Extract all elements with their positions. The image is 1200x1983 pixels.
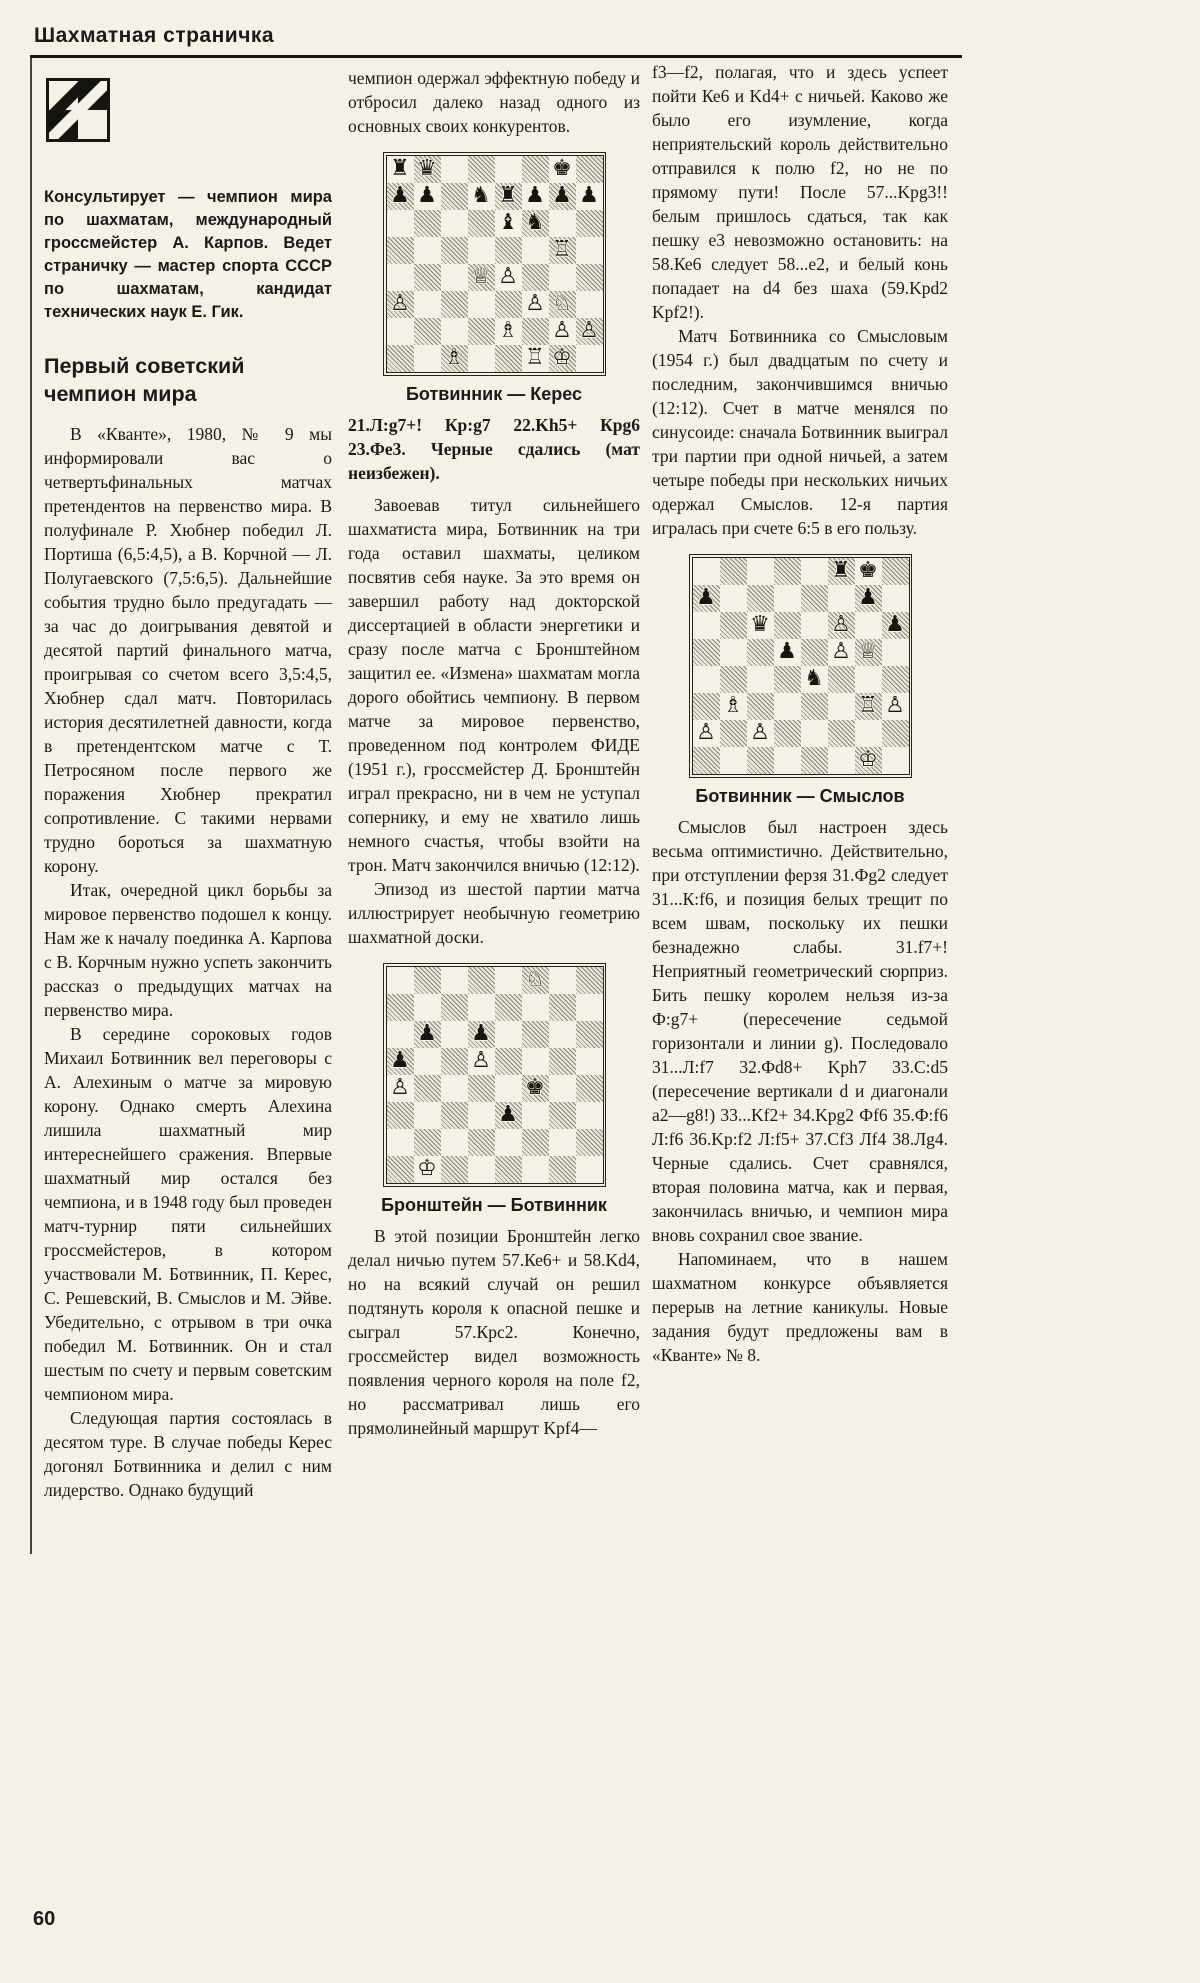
board-square (522, 1048, 549, 1075)
middle-column (348, 66, 640, 1440)
board-square (747, 612, 774, 639)
board-square (774, 612, 801, 639)
board-square (495, 994, 522, 1021)
board-square (387, 264, 414, 291)
game-title-botvinnik-keres: Ботвинник — Керес (405, 384, 583, 404)
chess-piece: ♕ (858, 639, 878, 664)
board-square (414, 318, 441, 345)
chess-piece: ♖ (552, 237, 572, 262)
left-edge-rule (30, 58, 32, 1554)
chess-piece: ♙ (525, 291, 545, 316)
board-square (576, 318, 603, 345)
paragraph-continuation: чемпион одержал эффектную победу и отбросил далеко назад одного из основных своих конкурентов. (348, 68, 640, 136)
chess-piece: ♙ (390, 1075, 410, 1100)
chess-piece: ♚ (858, 558, 878, 583)
board-square (882, 747, 909, 774)
page-number: 60 (33, 1908, 56, 1930)
board-square (549, 1021, 576, 1048)
board-square (441, 1048, 468, 1075)
board-square (468, 994, 495, 1021)
paragraph: Завоевав титул сильнейшего шахматиста мира, Ботвинник на три года оставил шахматы, целиком посвятив себя науке. За это время он завершил работу над докторской диссертацией в области энергетики и сразу после матча с Бронштейном защитил ее. «Измена» шахматам могла дорого обойтись чемпиону. В первом матче за мировое первенство, проведенном под контролем ФИДЕ (1951 г.), гроссмейстер Д. Бронштейн играл прекрасно, ни в чем не уступал сопернику, и ему не хватило лишь немного счастья, чтобы взойти на трон. Матч закончился вничью (12:12). (348, 495, 640, 875)
board-square (441, 1021, 468, 1048)
board-square (468, 1075, 495, 1102)
chess-piece: ♟ (885, 612, 905, 637)
chess-piece: ♟ (696, 585, 716, 610)
board-square (549, 264, 576, 291)
board-square (549, 1048, 576, 1075)
board-square (882, 693, 909, 720)
board-square (441, 345, 468, 372)
board-square (468, 1156, 495, 1183)
board-square (576, 994, 603, 1021)
board-square (414, 1048, 441, 1075)
board-square (495, 210, 522, 237)
chess-column-logo (46, 78, 110, 142)
board-square (693, 585, 720, 612)
header-rule (30, 55, 962, 58)
chess-piece: ♛ (750, 612, 770, 637)
board-square (522, 1102, 549, 1129)
paragraph: Напоминаем, что в нашем шахматном конкурсе объявляется перерыв на летние каникулы. Новые задания будут предложены вам в «Кванте» № 8. (652, 1249, 948, 1365)
board-square (720, 639, 747, 666)
board-square (387, 967, 414, 994)
board-square (522, 291, 549, 318)
board-square (549, 967, 576, 994)
board-square (801, 585, 828, 612)
chess-piece: ♙ (498, 264, 518, 289)
chess-piece: ♗ (444, 345, 464, 370)
chess-piece: ♟ (552, 183, 572, 208)
board-square (495, 1102, 522, 1129)
chess-piece: ♟ (390, 183, 410, 208)
paragraph: Эпизод из шестой партии матча иллюстрирует необычную геометрию шахматной доски. (348, 879, 640, 947)
board-square (855, 612, 882, 639)
board-square (720, 666, 747, 693)
board-square (414, 237, 441, 264)
game-title-bronstein-botvinnik: Бронштейн — Ботвинник (381, 1195, 607, 1215)
board-square (720, 720, 747, 747)
board-square (441, 210, 468, 237)
chess-piece: ♟ (417, 183, 437, 208)
board-square (441, 967, 468, 994)
board-square (828, 747, 855, 774)
board-square (522, 1156, 549, 1183)
board-square (414, 1075, 441, 1102)
board-square (774, 666, 801, 693)
board-square (801, 558, 828, 585)
board-square (855, 639, 882, 666)
board-square (747, 639, 774, 666)
board-square (774, 585, 801, 612)
board-square (855, 585, 882, 612)
chess-piece: ♟ (390, 1048, 410, 1073)
board-square (441, 1102, 468, 1129)
board-square (693, 558, 720, 585)
board-square (828, 639, 855, 666)
board-square (549, 156, 576, 183)
chess-piece: ♙ (750, 720, 770, 745)
board-square (414, 183, 441, 210)
board-square (576, 1156, 603, 1183)
board-square (693, 693, 720, 720)
board-square (441, 1156, 468, 1183)
board-square (522, 264, 549, 291)
board-square (882, 666, 909, 693)
board-square (747, 558, 774, 585)
chess-piece: ♙ (885, 693, 905, 718)
board-square (549, 1156, 576, 1183)
board-square (441, 1129, 468, 1156)
chess-piece: ♙ (831, 612, 851, 637)
board-square (720, 585, 747, 612)
board-square (522, 156, 549, 183)
chess-piece: ♞ (471, 183, 491, 208)
board-square (468, 210, 495, 237)
chess-piece: ♟ (858, 585, 878, 610)
board-square (576, 264, 603, 291)
board-square (576, 237, 603, 264)
board-square (801, 693, 828, 720)
board-square (387, 183, 414, 210)
board-square (720, 558, 747, 585)
board-square (468, 1021, 495, 1048)
board-square (828, 585, 855, 612)
left-column (44, 64, 332, 1502)
board-square (882, 639, 909, 666)
board-square (495, 1129, 522, 1156)
board-square (495, 1048, 522, 1075)
chess-piece: ♗ (498, 318, 518, 343)
board-square (387, 291, 414, 318)
board-square (774, 558, 801, 585)
board-square (387, 1021, 414, 1048)
chess-piece: ♖ (525, 345, 545, 370)
board-square (387, 994, 414, 1021)
board-square (747, 693, 774, 720)
board-square (549, 183, 576, 210)
board-square (774, 693, 801, 720)
board-square (495, 264, 522, 291)
chess-board (692, 557, 910, 775)
board-square (522, 1021, 549, 1048)
board-square (576, 1021, 603, 1048)
board-square (774, 720, 801, 747)
board-square (441, 994, 468, 1021)
board-square (693, 612, 720, 639)
board-square (468, 1048, 495, 1075)
chess-piece: ♜ (390, 156, 410, 181)
board-square (495, 291, 522, 318)
board-square (576, 1048, 603, 1075)
paragraph: Следующая партия состоялась в десятом туре. В случае победы Керес догонял Ботвинника и делил с ним лидерство. Однако будущий (44, 1408, 332, 1500)
board-square (468, 1102, 495, 1129)
paragraph: В этой позиции Бронштейн легко делал ничью путем 57.Ке6+ и 58.Kd4, но на всякий случай он решил подтянуть короля к опасной пешке и сыграл 57.Крс2. Конечно, гроссмейстер видел возможность появления черного короля на поле f2, но рассматривал лишь его прямолинейный маршрут Kpf4— (348, 1226, 640, 1438)
chess-piece: ♛ (417, 156, 437, 181)
game-moves: 21.Л:g7+! Кр:g7 22.Kh5+ Кpg6 23.Фе3. Черные сдались (мат неизбежен). (348, 415, 640, 483)
board-square (414, 156, 441, 183)
paragraph-continuation: f3—f2, полагая, что и здесь успеет пойти Ке6 и Kd4+ с ничьей. Каково же было его изумление, когда неприятельский король действительно отправился к полю f2, но не по прямому пути! После 57...Kpg3!! белым пришлось сдаться, так как пешку е3 невозможно остановить: на 58.Ке6 следует 58...е2, и белый конь попадает на d4 без шаха (59.Kpd2 Kpf2!). (652, 62, 948, 322)
board-square (414, 994, 441, 1021)
board-square (522, 183, 549, 210)
board-square (576, 345, 603, 372)
board-square (495, 237, 522, 264)
board-square (828, 558, 855, 585)
board-square (720, 693, 747, 720)
board-square (495, 183, 522, 210)
board-square (441, 237, 468, 264)
chess-piece: ♙ (471, 1048, 491, 1073)
chess-piece: ♞ (525, 210, 545, 235)
chess-piece: ♔ (552, 345, 572, 370)
board-square (522, 237, 549, 264)
board-square (576, 183, 603, 210)
board-square (468, 967, 495, 994)
board-square (468, 156, 495, 183)
board-square (549, 291, 576, 318)
board-square (774, 747, 801, 774)
paragraph: Матч Ботвинника со Смысловым (1954 г.) был двадцатым по счету и последним, закончившимся вничью (12:12). Счет в матче менялся по синусоиде: сначала Ботвинник выиграл три партии при одной ничьей, а затем четыре победы при нескольких ничьих одержал Смыслов. 12-я партия игралась при счете 6:5 в его пользу. (652, 326, 948, 538)
chess-piece: ♗ (723, 693, 743, 718)
board-square (747, 585, 774, 612)
paragraph: Итак, очередной цикл борьбы за мировое первенство подошел к концу. Нам же к началу поединка А. Карпова с В. Корчным нужно успеть закончить рассказ о предыдущих матчах на первенство мира. (44, 880, 332, 1020)
board-square (855, 666, 882, 693)
board-square (855, 693, 882, 720)
board-square (414, 1156, 441, 1183)
paragraph: В «Кванте», 1980, № 9 мы информировали вас о четвертьфинальных матчах претендентов на первенство мира. В полуфинале Р. Хюбнер победил Л. Портиша (6,5:4,5), а В. Корчной — Л. Полугаевского (7,5:6,5). Дальнейшие события трудно было предугадать — за час до доигрывания девятой и десятой партий финального матча, проигрывая со счетом всего 3,5:4,5, Хюбнер сдал матч. Повторилась история десятилетней давности, когда в претендентском матче с Т. Петросяном после первого же поражения Хюбнер прекратил сопротивление. С такими нервами трудно бороться за шахматную корону. (44, 424, 332, 876)
board-square (576, 156, 603, 183)
chess-diagram-botvinnik-keres (383, 152, 606, 376)
board-square (828, 666, 855, 693)
chess-piece: ♟ (579, 183, 599, 208)
board-square (468, 318, 495, 345)
board-square (747, 720, 774, 747)
chess-piece: ♘ (525, 967, 545, 992)
board-square (414, 264, 441, 291)
board-square (441, 156, 468, 183)
board-square (549, 237, 576, 264)
board-square (549, 318, 576, 345)
board-square (855, 747, 882, 774)
board-square (522, 994, 549, 1021)
chess-piece: ♚ (552, 156, 572, 181)
board-square (468, 183, 495, 210)
chess-piece: ♟ (498, 1102, 518, 1127)
chess-piece: ♟ (417, 1021, 437, 1046)
chess-piece: ♙ (552, 318, 572, 343)
board-square (387, 1075, 414, 1102)
chess-board (386, 966, 604, 1184)
chess-piece: ♜ (831, 558, 851, 583)
board-square (414, 1021, 441, 1048)
chess-piece: ♙ (579, 318, 599, 343)
board-square (549, 1129, 576, 1156)
board-square (828, 720, 855, 747)
board-square (801, 612, 828, 639)
board-square (441, 183, 468, 210)
board-square (549, 345, 576, 372)
chess-piece: ♟ (471, 1021, 491, 1046)
board-square (828, 612, 855, 639)
board-square (495, 1075, 522, 1102)
board-square (495, 345, 522, 372)
board-square (855, 720, 882, 747)
board-square (549, 210, 576, 237)
board-square (576, 210, 603, 237)
board-square (522, 1129, 549, 1156)
board-square (693, 639, 720, 666)
board-square (387, 1129, 414, 1156)
board-square (720, 747, 747, 774)
board-square (882, 558, 909, 585)
board-square (387, 210, 414, 237)
chess-piece: ♟ (525, 183, 545, 208)
board-square (522, 210, 549, 237)
board-square (576, 1075, 603, 1102)
board-square (495, 156, 522, 183)
board-square (549, 994, 576, 1021)
board-square (801, 747, 828, 774)
board-square (441, 318, 468, 345)
chess-piece: ♔ (858, 747, 878, 772)
chess-piece: ♟ (777, 639, 797, 664)
chess-piece: ♕ (471, 264, 491, 289)
board-square (387, 318, 414, 345)
board-square (801, 639, 828, 666)
board-square (468, 237, 495, 264)
board-square (414, 210, 441, 237)
board-square (747, 666, 774, 693)
column-header-title: Шахматная страничка (34, 24, 275, 47)
board-square (801, 666, 828, 693)
chess-piece: ♞ (804, 666, 824, 691)
chess-diagram-bronstein-botvinnik (383, 963, 606, 1187)
board-square (414, 1102, 441, 1129)
board-square (576, 1102, 603, 1129)
board-square (414, 291, 441, 318)
board-square (549, 1075, 576, 1102)
board-square (441, 291, 468, 318)
chess-piece: ♔ (417, 1156, 437, 1181)
board-square (549, 1102, 576, 1129)
board-square (882, 720, 909, 747)
board-square (801, 720, 828, 747)
board-square (855, 558, 882, 585)
chess-piece: ♚ (525, 1075, 545, 1100)
board-square (387, 1048, 414, 1075)
board-square (414, 345, 441, 372)
board-square (522, 345, 549, 372)
paragraph: Смыслов был настроен здесь весьма оптимистично. Действительно, при отступлении ферзя 31.Фg2 следует 31...К:f6, и позиция белых трещит по всем швам, поскольку их пешки безнадежно слабы. 31.f7+! Неприятный геометрический сюрприз. Бить пешку королем нельзя из-за Ф:g7+ (пересечение седьмой горизонтали и линии g). Последовало 31...Л:f7 32.Фd8+ Kph7 33.C:d5 (пересечение вертикали d и диагонали a2—g8!) 33...Kf2+ 34.Kpg2 Фf6 35.Ф:f6 Л:f6 36.Kp:f2 Л:f5+ 37.Cf3 Лf4 38.Лg4. Черные сдались. Счет сравнялся, вторая половина матча, как и первая, закончилась вничью, и чемпион мира вновь сохранил свое звание. (652, 817, 948, 1245)
right-column (652, 60, 948, 1367)
paragraph: В середине сороковых годов Михаил Ботвинник вел переговоры с А. Алехиным о матче за мировую корону. Однако смерть Алехина лишила шахматный мир интереснейшего сражения. Впервые шахматный мир остался без чемпиона, и в 1948 году был проведен матч-турнир пяти сильнейших гроссмейстеров, в котором участвовали М. Ботвинник, П. Керес, С. Решевский, В. Смыслов и М. Эйве. Убедительно, с отрывом в три очка победил М. Ботвинник. Он и стал шестым по счету и первым советским чемпионом мира. (44, 1024, 332, 1404)
consultant-note: Консультирует — чемпион мира по шахматам, международный гроссмейстер А. Карпов. Ведет страничку — мастер спорта СССР по шахматам, кандидат технических наук Е. Гик. (44, 188, 332, 321)
chess-piece: ♙ (696, 720, 716, 745)
board-square (387, 1102, 414, 1129)
board-square (414, 967, 441, 994)
board-square (414, 1129, 441, 1156)
chess-piece: ♘ (552, 291, 572, 316)
board-square (522, 1075, 549, 1102)
board-square (693, 666, 720, 693)
chess-piece: ♙ (390, 291, 410, 316)
board-square (495, 967, 522, 994)
board-square (720, 612, 747, 639)
board-square (495, 318, 522, 345)
board-square (576, 967, 603, 994)
board-square (468, 264, 495, 291)
board-square (495, 1021, 522, 1048)
board-square (828, 693, 855, 720)
game-title-botvinnik-smyslov: Ботвинник — Смыслов (695, 786, 905, 806)
chess-piece: ♖ (858, 693, 878, 718)
chess-diagram-botvinnik-smyslov (689, 554, 912, 778)
board-square (441, 1075, 468, 1102)
board-square (693, 747, 720, 774)
board-square (468, 345, 495, 372)
board-square (576, 291, 603, 318)
board-square (774, 639, 801, 666)
board-square (387, 345, 414, 372)
chess-piece: ♜ (498, 183, 518, 208)
board-square (882, 612, 909, 639)
article-title: Первый советский чемпион мира (44, 354, 245, 406)
chess-piece: ♝ (498, 210, 518, 235)
board-square (693, 720, 720, 747)
board-square (747, 747, 774, 774)
board-square (441, 264, 468, 291)
board-square (468, 291, 495, 318)
board-square (522, 318, 549, 345)
board-square (882, 585, 909, 612)
board-square (387, 237, 414, 264)
board-square (576, 1129, 603, 1156)
chess-piece: ♙ (831, 639, 851, 664)
board-square (495, 1156, 522, 1183)
board-square (522, 967, 549, 994)
board-square (387, 156, 414, 183)
chess-board (386, 155, 604, 373)
board-square (387, 1156, 414, 1183)
board-square (468, 1129, 495, 1156)
